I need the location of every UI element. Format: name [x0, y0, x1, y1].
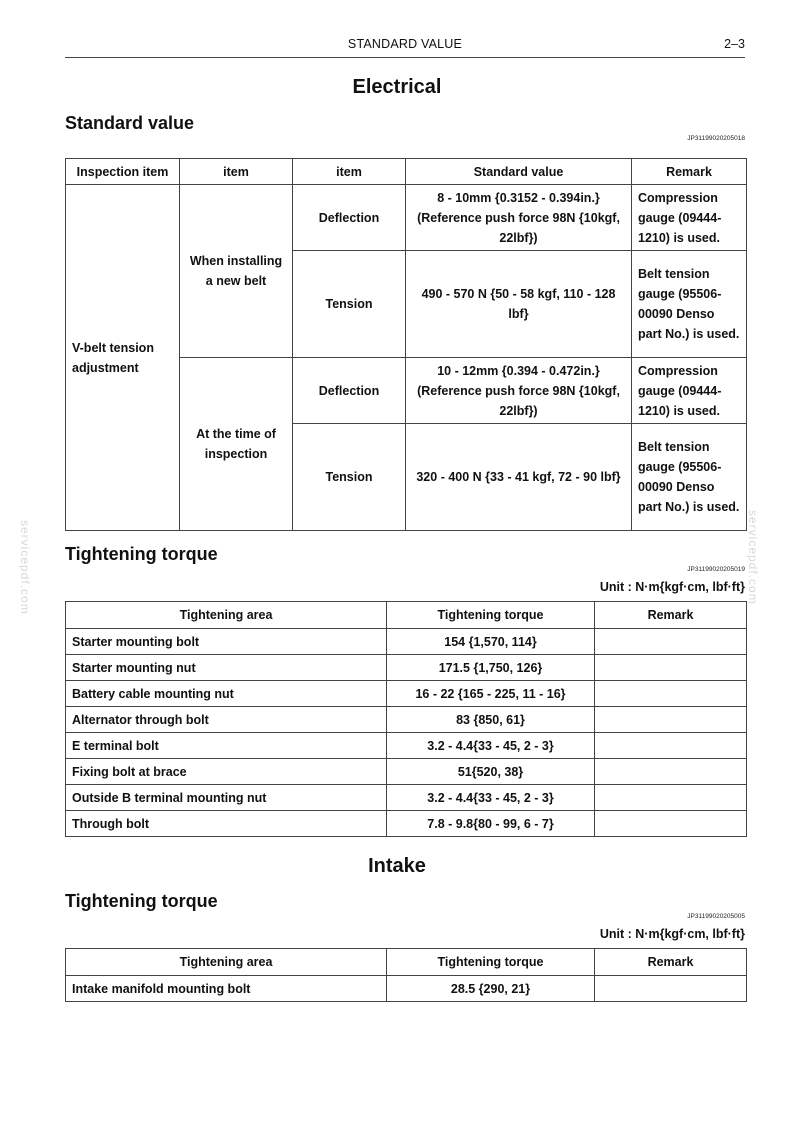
intake-torque-code: JP31199020205005: [687, 913, 745, 920]
standard-value-code: JP31199020205018: [687, 135, 745, 142]
torque-cell: 7.8 - 9.8{80 - 99, 6 - 7}: [387, 811, 595, 837]
item-cell: Tension: [293, 424, 406, 531]
inspection-item-cell: V-belt tension adjustment: [66, 185, 180, 531]
column-header: Inspection item: [66, 159, 180, 185]
column-header: item: [180, 159, 293, 185]
electrical-torque-table: [65, 601, 747, 837]
remark-cell: [595, 785, 747, 811]
table-row: [66, 811, 747, 837]
table-row: [66, 681, 747, 707]
standard-value-title: Standard value: [65, 113, 195, 133]
torque-cell: 83 {850, 61}: [387, 707, 595, 733]
remark-cell: Compression gauge (09444-1210) is used.: [632, 358, 747, 424]
table-row: [66, 655, 747, 681]
table-row: [66, 733, 747, 759]
table-header-row: [66, 949, 747, 976]
unit-label: Unit : N·m{kgf·cm, lbf·ft}: [599, 580, 745, 594]
table-row: [66, 185, 747, 251]
area-cell: Starter mounting bolt: [66, 629, 387, 655]
watermark-right: servicepdf.com: [746, 510, 760, 605]
remark-cell: [595, 629, 747, 655]
table-row: [66, 629, 747, 655]
table-header-row: [66, 159, 747, 185]
remark-cell: [595, 976, 747, 1002]
area-cell: Starter mounting nut: [66, 655, 387, 681]
watermark-left: servicepdf.com: [18, 520, 32, 615]
item-cell: Deflection: [293, 358, 406, 424]
item-cell: Deflection: [293, 185, 406, 251]
standard-value-cell: 8 - 10mm {0.3152 - 0.394in.} (Reference push force 98N {10kgf, 22lbf}): [406, 185, 632, 251]
area-cell: Through bolt: [66, 811, 387, 837]
table-row: [66, 976, 747, 1002]
column-header: Tightening torque: [387, 602, 595, 629]
standard-value-cell: 320 - 400 N {33 - 41 kgf, 72 - 90 lbf}: [406, 424, 632, 531]
remark-cell: Compression gauge (09444-1210) is used.: [632, 185, 747, 251]
torque-cell: 171.5 {1,750, 126}: [387, 655, 595, 681]
torque-cell: 154 {1,570, 114}: [387, 629, 595, 655]
remark-cell: [595, 681, 747, 707]
remark-cell: [595, 707, 747, 733]
group-label-cell: When installing a new belt: [180, 185, 293, 358]
column-header: Remark: [632, 159, 747, 185]
standard-value-cell: 490 - 570 N {50 - 58 kgf, 110 - 128 lbf}: [406, 251, 632, 358]
column-header: item: [293, 159, 406, 185]
area-cell: Intake manifold mounting bolt: [66, 976, 387, 1002]
remark-cell: [595, 759, 747, 785]
torque-cell: 51{520, 38}: [387, 759, 595, 785]
intake-tightening-torque-title: Tightening torque: [65, 891, 218, 911]
table-header-row: [66, 602, 747, 629]
area-cell: Alternator through bolt: [66, 707, 387, 733]
area-cell: E terminal bolt: [66, 733, 387, 759]
item-cell: Tension: [293, 251, 406, 358]
torque-cell: 28.5 {290, 21}: [387, 976, 595, 1002]
column-header: Tightening torque: [387, 949, 595, 976]
remark-cell: Belt tension gauge (95506-00090 Denso part No.) is used.: [632, 424, 747, 531]
group-label-cell: At the time of inspection: [180, 358, 293, 531]
column-header: Tightening area: [66, 602, 387, 629]
column-header: Tightening area: [66, 949, 387, 976]
running-title: STANDARD VALUE: [347, 37, 463, 51]
remark-cell: [595, 733, 747, 759]
section-title-electrical: Electrical: [352, 76, 442, 98]
column-header: Standard value: [406, 159, 632, 185]
torque-cell: 16 - 22 {165 - 225, 11 - 16}: [387, 681, 595, 707]
table-row: [66, 707, 747, 733]
torque-cell: 3.2 - 4.4{33 - 45, 2 - 3}: [387, 733, 595, 759]
remark-cell: Belt tension gauge (95506-00090 Denso part No.) is used.: [632, 251, 747, 358]
section-title-intake: Intake: [368, 855, 426, 877]
standard-value-cell: 10 - 12mm {0.394 - 0.472in.} (Reference push force 98N {10kgf, 22lbf}): [406, 358, 632, 424]
tightening-torque-title: Tightening torque: [65, 544, 218, 564]
area-cell: Battery cable mounting nut: [66, 681, 387, 707]
remark-cell: [595, 655, 747, 681]
standard-value-table: [65, 158, 747, 531]
page-number: 2–3: [724, 37, 745, 51]
column-header: Remark: [595, 949, 747, 976]
tightening-torque-code: JP31199020205019: [687, 566, 745, 573]
torque-cell: 3.2 - 4.4{33 - 45, 2 - 3}: [387, 785, 595, 811]
table-row: [66, 759, 747, 785]
intake-unit-label: Unit : N·m{kgf·cm, lbf·ft}: [599, 927, 745, 941]
header-rule: [65, 57, 745, 58]
table-row: [66, 785, 747, 811]
area-cell: Fixing bolt at brace: [66, 759, 387, 785]
column-header: Remark: [595, 602, 747, 629]
area-cell: Outside B terminal mounting nut: [66, 785, 387, 811]
intake-torque-table: [65, 948, 747, 1002]
remark-cell: [595, 811, 747, 837]
